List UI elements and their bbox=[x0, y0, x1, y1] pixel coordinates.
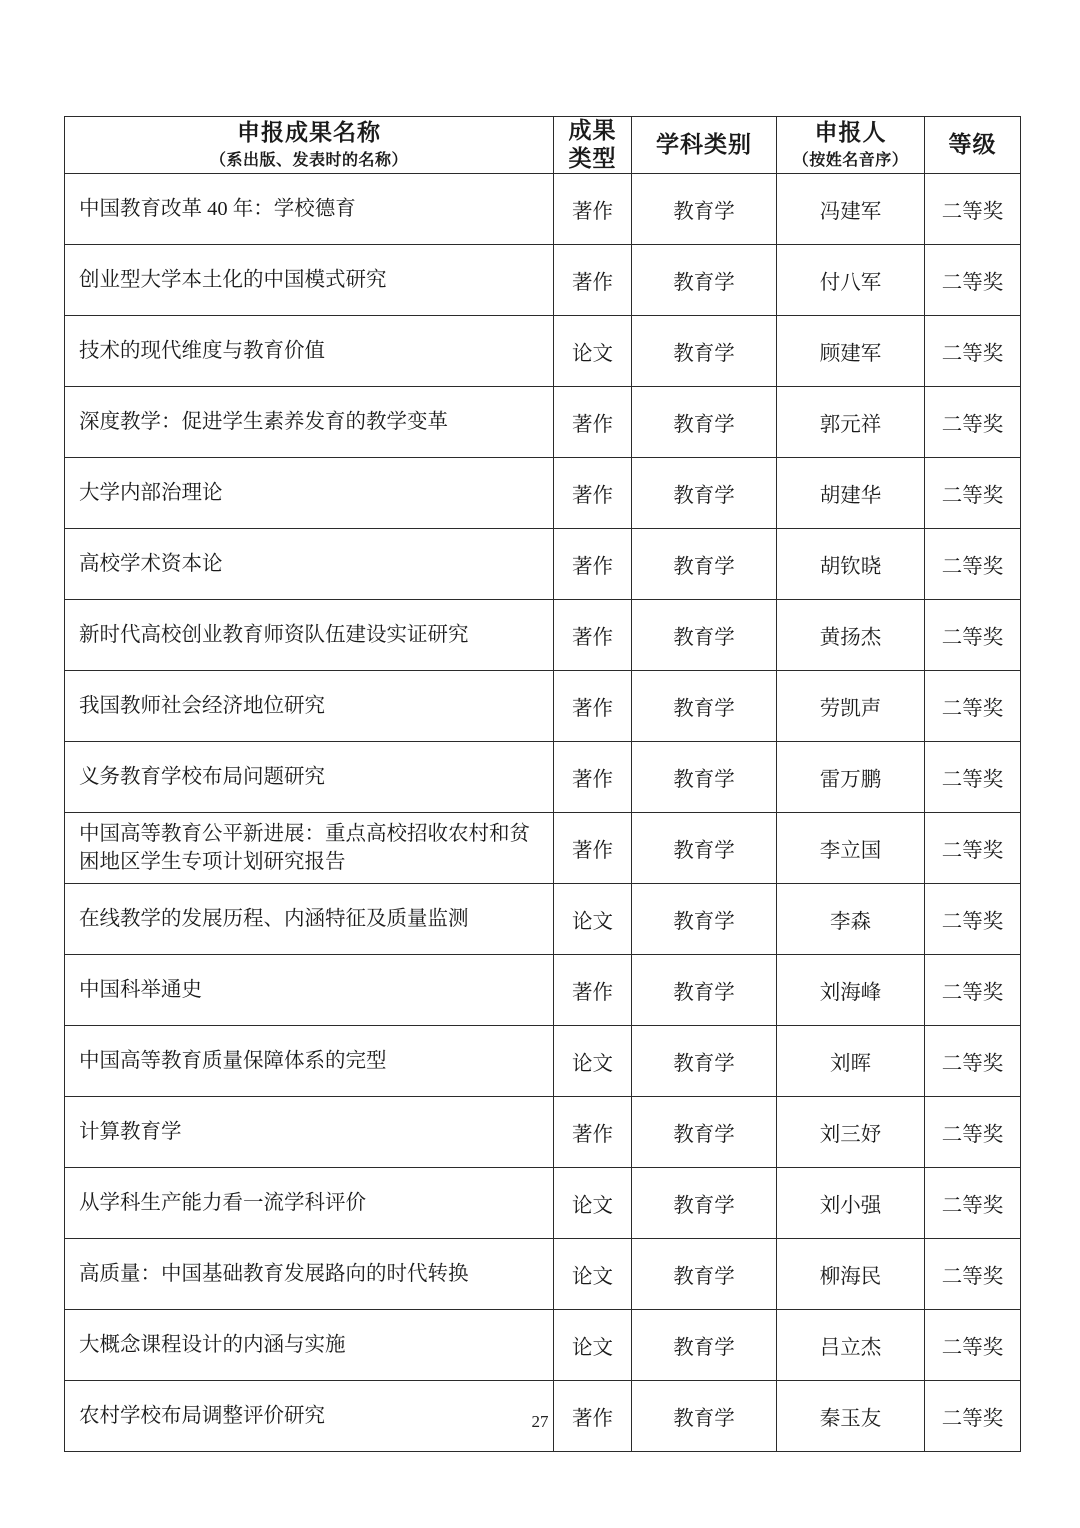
table-row bbox=[65, 671, 1021, 742]
column-header-person-sub: （按姓名音序） bbox=[792, 152, 909, 170]
cell-level: 二等奖 bbox=[925, 600, 1021, 671]
table-header-row bbox=[65, 117, 1021, 174]
column-header-title bbox=[65, 117, 554, 174]
cell-type: 著作 bbox=[554, 813, 632, 884]
cell-level: 二等奖 bbox=[925, 529, 1021, 600]
cell-type: 著作 bbox=[554, 671, 632, 742]
cell-title: 高质量：中国基础教育发展路向的时代转换 bbox=[65, 1239, 554, 1310]
cell-discipline: 教育学 bbox=[632, 458, 777, 529]
cell-level: 二等奖 bbox=[925, 813, 1021, 884]
cell-discipline: 教育学 bbox=[632, 1381, 777, 1452]
table-row bbox=[65, 1310, 1021, 1381]
table-row bbox=[65, 387, 1021, 458]
cell-title: 从学科生产能力看一流学科评价 bbox=[65, 1168, 554, 1239]
cell-type: 著作 bbox=[554, 174, 632, 245]
cell-person: 吕立杰 bbox=[777, 1310, 925, 1381]
cell-person: 刘三妤 bbox=[777, 1097, 925, 1168]
table-row bbox=[65, 884, 1021, 955]
table-row bbox=[65, 1026, 1021, 1097]
cell-person: 付八军 bbox=[777, 245, 925, 316]
award-table-container bbox=[64, 116, 1020, 1452]
cell-discipline: 教育学 bbox=[632, 1310, 777, 1381]
cell-title: 农村学校布局调整评价研究 bbox=[65, 1381, 554, 1452]
cell-level: 二等奖 bbox=[925, 245, 1021, 316]
column-header-level bbox=[925, 117, 1021, 174]
cell-person: 秦玉友 bbox=[777, 1381, 925, 1452]
cell-discipline: 教育学 bbox=[632, 955, 777, 1026]
table-body bbox=[65, 174, 1021, 1452]
table-row bbox=[65, 174, 1021, 245]
column-header-title-sub: （系出版、发表时的名称） bbox=[209, 152, 408, 170]
table-row bbox=[65, 813, 1021, 884]
cell-level: 二等奖 bbox=[925, 458, 1021, 529]
cell-person: 刘小强 bbox=[777, 1168, 925, 1239]
cell-person: 柳海民 bbox=[777, 1239, 925, 1310]
cell-title: 大概念课程设计的内涵与实施 bbox=[65, 1310, 554, 1381]
column-header-discipline bbox=[632, 117, 777, 174]
cell-level: 二等奖 bbox=[925, 1097, 1021, 1168]
cell-discipline: 教育学 bbox=[632, 813, 777, 884]
cell-person: 刘晖 bbox=[777, 1026, 925, 1097]
cell-level: 二等奖 bbox=[925, 884, 1021, 955]
cell-level: 二等奖 bbox=[925, 742, 1021, 813]
cell-discipline: 教育学 bbox=[632, 1097, 777, 1168]
cell-discipline: 教育学 bbox=[632, 316, 777, 387]
cell-level: 二等奖 bbox=[925, 1310, 1021, 1381]
cell-title: 义务教育学校布局问题研究 bbox=[65, 742, 554, 813]
cell-title: 大学内部治理论 bbox=[65, 458, 554, 529]
column-header-title-main: 申报成果名称 bbox=[237, 119, 381, 145]
cell-title: 中国教育改革 40 年：学校德育 bbox=[65, 174, 554, 245]
column-header-discipline-label: 学科类别 bbox=[656, 132, 752, 158]
table-row bbox=[65, 1168, 1021, 1239]
cell-level: 二等奖 bbox=[925, 1239, 1021, 1310]
table-row bbox=[65, 316, 1021, 387]
cell-type: 论文 bbox=[554, 1310, 632, 1381]
cell-discipline: 教育学 bbox=[632, 671, 777, 742]
cell-title: 创业型大学本土化的中国模式研究 bbox=[65, 245, 554, 316]
column-header-type-line1: 成果 bbox=[568, 118, 617, 143]
cell-discipline: 教育学 bbox=[632, 174, 777, 245]
cell-level: 二等奖 bbox=[925, 316, 1021, 387]
cell-person: 冯建军 bbox=[777, 174, 925, 245]
cell-title: 中国高等教育公平新进展：重点高校招收农村和贫困地区学生专项计划研究报告 bbox=[65, 813, 554, 884]
cell-level: 二等奖 bbox=[925, 174, 1021, 245]
cell-type: 论文 bbox=[554, 884, 632, 955]
cell-type: 论文 bbox=[554, 1026, 632, 1097]
cell-level: 二等奖 bbox=[925, 671, 1021, 742]
cell-discipline: 教育学 bbox=[632, 1239, 777, 1310]
cell-title: 计算教育学 bbox=[65, 1097, 554, 1168]
cell-title: 在线教学的发展历程、内涵特征及质量监测 bbox=[65, 884, 554, 955]
cell-person: 顾建军 bbox=[777, 316, 925, 387]
cell-discipline: 教育学 bbox=[632, 600, 777, 671]
cell-person: 李森 bbox=[777, 884, 925, 955]
cell-discipline: 教育学 bbox=[632, 884, 777, 955]
cell-person: 李立国 bbox=[777, 813, 925, 884]
table-row bbox=[65, 245, 1021, 316]
award-table bbox=[64, 116, 1021, 1452]
column-header-person-main: 申报人 bbox=[814, 119, 887, 145]
cell-level: 二等奖 bbox=[925, 1381, 1021, 1452]
cell-level: 二等奖 bbox=[925, 955, 1021, 1026]
column-header-type bbox=[554, 117, 632, 174]
cell-title: 高校学术资本论 bbox=[65, 529, 554, 600]
page-number: 27 bbox=[531, 1412, 549, 1431]
cell-level: 二等奖 bbox=[925, 1026, 1021, 1097]
cell-title: 我国教师社会经济地位研究 bbox=[65, 671, 554, 742]
cell-type: 著作 bbox=[554, 742, 632, 813]
cell-type: 著作 bbox=[554, 600, 632, 671]
table-row bbox=[65, 529, 1021, 600]
cell-type: 论文 bbox=[554, 316, 632, 387]
cell-person: 胡建华 bbox=[777, 458, 925, 529]
table-row bbox=[65, 1097, 1021, 1168]
table-row bbox=[65, 955, 1021, 1026]
cell-discipline: 教育学 bbox=[632, 742, 777, 813]
cell-title: 中国高等教育质量保障体系的完型 bbox=[65, 1026, 554, 1097]
column-header-type-line2: 类型 bbox=[568, 146, 617, 172]
cell-discipline: 教育学 bbox=[632, 1026, 777, 1097]
cell-type: 著作 bbox=[554, 1097, 632, 1168]
cell-level: 二等奖 bbox=[925, 387, 1021, 458]
cell-discipline: 教育学 bbox=[632, 1168, 777, 1239]
table-row bbox=[65, 458, 1021, 529]
cell-level: 二等奖 bbox=[925, 1168, 1021, 1239]
cell-discipline: 教育学 bbox=[632, 245, 777, 316]
cell-title: 技术的现代维度与教育价值 bbox=[65, 316, 554, 387]
cell-person: 胡钦晓 bbox=[777, 529, 925, 600]
cell-title: 中国科举通史 bbox=[65, 955, 554, 1026]
cell-person: 劳凯声 bbox=[777, 671, 925, 742]
cell-discipline: 教育学 bbox=[632, 529, 777, 600]
table-row bbox=[65, 600, 1021, 671]
cell-type: 著作 bbox=[554, 387, 632, 458]
cell-type: 著作 bbox=[554, 245, 632, 316]
cell-type: 论文 bbox=[554, 1168, 632, 1239]
cell-discipline: 教育学 bbox=[632, 387, 777, 458]
cell-person: 黄扬杰 bbox=[777, 600, 925, 671]
column-header-level-label: 等级 bbox=[948, 132, 997, 158]
table-header bbox=[65, 117, 1021, 174]
cell-type: 著作 bbox=[554, 458, 632, 529]
cell-type: 著作 bbox=[554, 1381, 632, 1452]
column-header-person bbox=[777, 117, 925, 174]
cell-type: 论文 bbox=[554, 1239, 632, 1310]
cell-title: 新时代高校创业教育师资队伍建设实证研究 bbox=[65, 600, 554, 671]
cell-person: 郭元祥 bbox=[777, 387, 925, 458]
cell-type: 著作 bbox=[554, 955, 632, 1026]
table-row bbox=[65, 1239, 1021, 1310]
cell-title: 深度教学：促进学生素养发育的教学变革 bbox=[65, 387, 554, 458]
cell-type: 著作 bbox=[554, 529, 632, 600]
table-row bbox=[65, 742, 1021, 813]
cell-person: 雷万鹏 bbox=[777, 742, 925, 813]
cell-person: 刘海峰 bbox=[777, 955, 925, 1026]
